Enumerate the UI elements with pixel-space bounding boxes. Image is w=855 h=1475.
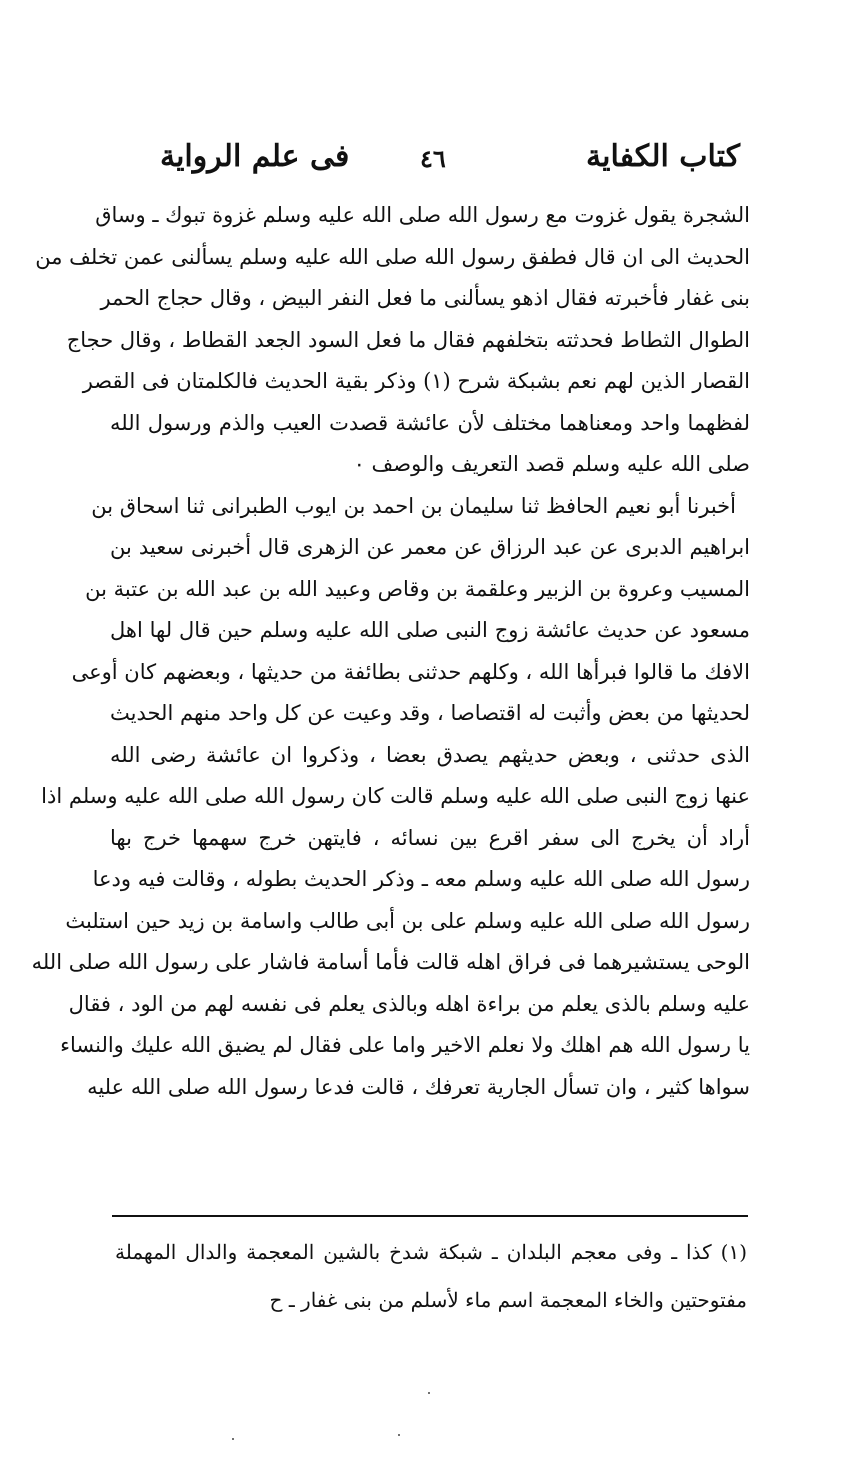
- text-line: الافك ما قالوا فبرأها الله ، وكلهم حدثنى بطائفة من حديثها ، وبعضهم كان أوعى: [71, 659, 750, 684]
- page-number: ٤٦: [420, 144, 446, 173]
- text-line: الوحى يستشيرهما فى فراق اهله قالت فأما أسامة فاشار على رسول الله صلى الله: [31, 950, 750, 974]
- text-line: يا رسول الله هم اهلك ولا نعلم الاخير واما على فقال لم يضيق الله عليك والنساء: [60, 1033, 750, 1057]
- text-line: القصار الذين لهم نعم بشبكة شرح (١) وذكر بقية الحديث فالكلمتان فى القصر: [82, 369, 750, 393]
- text-line: رسول الله صلى الله عليه وسلم معه ـ وذكر الحديث بطوله ، وقالت فيه ودعا: [92, 867, 750, 891]
- book-title: كتاب الكفاية: [586, 139, 740, 174]
- paragraph-2: [31, 486, 750, 1109]
- text-line: لحديثها من بعض وأثبت له اقتصاصا ، وقد وعيت عن كل واحد منهم الحديث: [110, 701, 750, 725]
- running-header: [120, 135, 740, 185]
- book-subtitle: فى علم الرواية: [160, 139, 350, 174]
- footnote: [115, 1228, 747, 1324]
- text-line: رسول الله صلى الله عليه وسلم على بن أبى طالب واسامة بن زيد حين استلبث: [65, 908, 750, 933]
- text-line: سواها كثير ، وان تسأل الجارية تعرفك ، قالت فدعا رسول الله صلى الله عليه: [87, 1074, 750, 1099]
- text-line: الشجرة يقول غزوت مع رسول الله صلى الله عليه وسلم غزوة تبوك ـ وساق: [95, 203, 750, 227]
- scan-speck: [232, 1438, 234, 1440]
- footnote-line: مفتوحتين والخاء المعجمة اسم ماء لأسلم من بنى غفار ـ ح: [269, 1288, 747, 1312]
- text-line: الذى حدثنى ، وبعض حديثهم يصدق بعضا ، وذكروا ان عائشة رضى الله: [110, 742, 750, 767]
- text-line: المسيب وعروة بن الزبير وعلقمة بن وقاص وعبيد الله بن عبد الله بن عتبة بن: [85, 576, 750, 601]
- footnote-line: (١) كذا ـ وفى معجم البلدان ـ شبكة شدخ بالشين المعجمة والدال المهملة: [115, 1240, 747, 1264]
- footnote-separator: [112, 1215, 748, 1217]
- text-line: أراد أن يخرج الى سفر اقرع بين نسائه ، فايتهن خرج سهمها خرج بها: [110, 825, 750, 850]
- text-line: أخبرنا أبو نعيم الحافظ ثنا سليمان بن احمد بن ايوب الطبرانى ثنا اسحاق بن: [91, 493, 736, 518]
- text-line: صلى الله عليه وسلم قصد التعريف والوصف ٠: [353, 452, 750, 476]
- scan-speck: [428, 1392, 430, 1394]
- text-line: الطوال الثطاط فحدثته بتخلفهم فقال ما فعل السود الجعد القطاط ، وقال حجاج: [66, 327, 750, 352]
- text-line: بنى غفار فأخبرته فقال اذهو يسألنى ما فعل النفر البيض ، وقال حجاج الحمر: [100, 286, 750, 310]
- text-line: لفظهما واحد ومعناهما مختلف لأن عائشة قصدت العيب والذم ورسول الله: [110, 410, 750, 435]
- text-line: عليه وسلم بالذى يعلم من براءة اهله وبالذى يعلم فى نفسه لهم من الود ، فقال: [68, 991, 750, 1016]
- scan-speck: [398, 1434, 400, 1436]
- text-line: مسعود عن حديث عائشة زوج النبى صلى الله عليه وسلم حين قال لها اهل: [110, 618, 750, 642]
- text-line: ابراهيم الدبرى عن عبد الرزاق عن معمر عن الزهرى قال أخبرنى سعيد بن: [110, 535, 750, 559]
- text-line: عنها زوج النبى صلى الله عليه وسلم قالت كان رسول الله صلى الله عليه وسلم اذا: [41, 784, 750, 808]
- paragraph-1: [35, 195, 750, 486]
- main-text: [31, 195, 750, 1108]
- text-line: الحديث الى ان قال فطفق رسول الله صلى الله عليه وسلم يسألنى عمن تخلف من: [35, 244, 750, 269]
